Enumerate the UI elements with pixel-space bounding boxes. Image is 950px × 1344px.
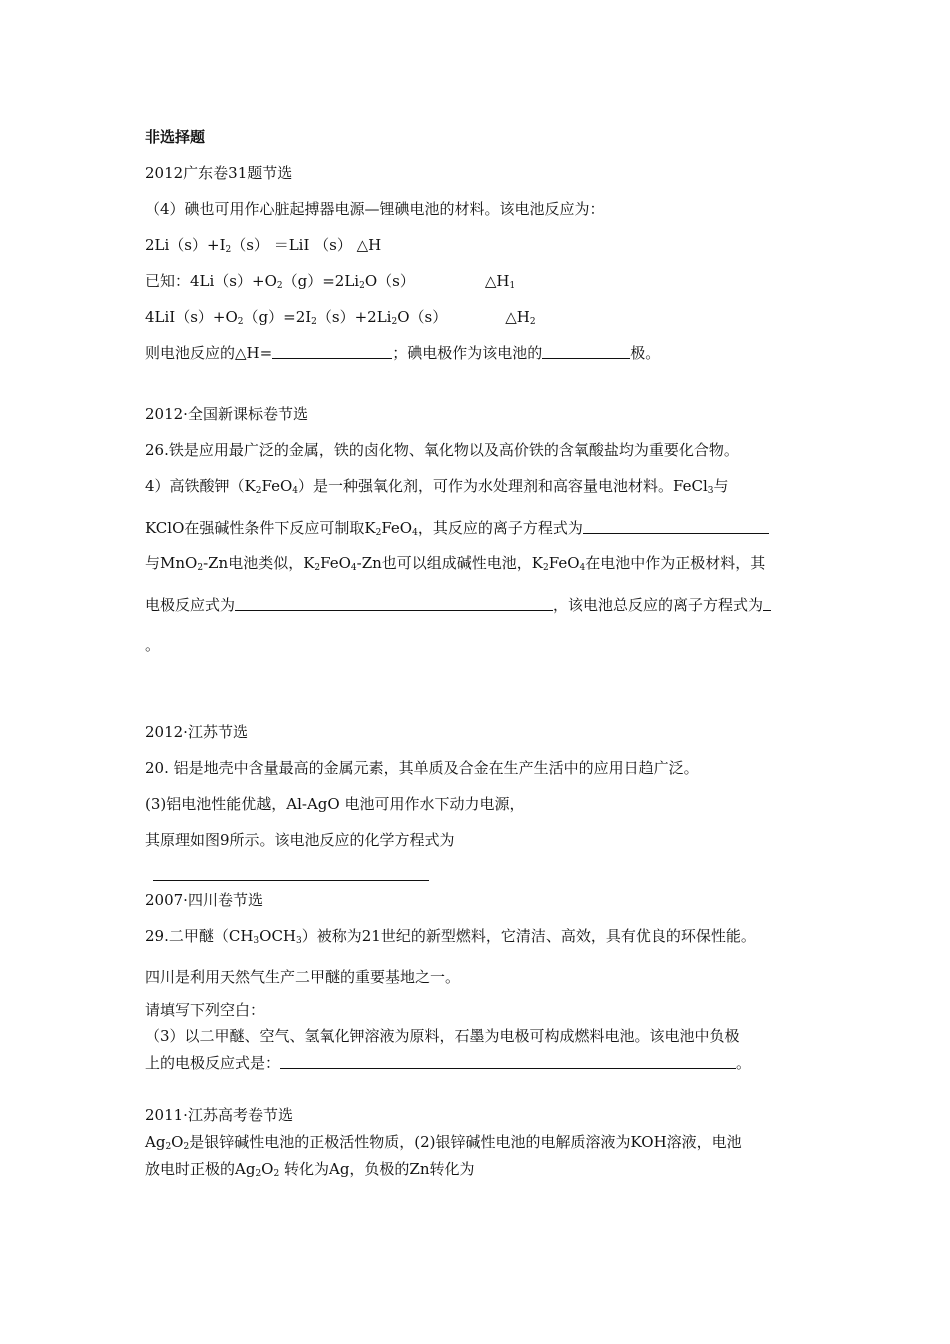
source-2012-jiangsu: 2012·江苏节选 (145, 723, 248, 741)
text: FeO (320, 554, 351, 572)
answer-blank[interactable] (763, 596, 771, 611)
question-26-line4 (145, 595, 771, 615)
question-29-line3: 请填写下列空白： (145, 1001, 266, 1019)
text: O（s） (397, 308, 448, 326)
question-29-line5 (145, 1053, 751, 1073)
answer-blank[interactable] (153, 880, 429, 881)
text: 已知：4Li（s）+O (145, 272, 277, 290)
subscript: 2 (255, 486, 262, 496)
question-ag2o2-line1 (145, 1132, 742, 1152)
text: ）是一种强氧化剂，可作为水处理剂和高容量电池材料。FeCl (298, 477, 708, 495)
source-2012-guangdong: 2012广东卷31题节选 (145, 164, 293, 182)
equation-main (145, 235, 381, 255)
question-intro: （4）碘也可用作心脏起搏器电源—锂碘电池的材料。该电池反应为： (145, 200, 605, 218)
text: 电极反应式为 (145, 596, 236, 614)
equation-known-1 (145, 271, 515, 291)
text: FeO (548, 554, 580, 572)
subscript: 2 (529, 317, 536, 327)
text: ，其反应的离子方程式为 (417, 519, 583, 537)
text: 4）高铁酸钾（K (145, 477, 256, 495)
question-26-part4 (145, 476, 729, 496)
question-20-part3: (3)铝电池性能优越，Al-AgO 电池可用作水下动力电源， (145, 795, 525, 813)
text: O (261, 1160, 274, 1178)
subscript: 2 (314, 563, 321, 573)
question-26-line2 (145, 518, 769, 538)
text: Ag (145, 1133, 166, 1151)
text: 放电时正极的Ag (145, 1160, 256, 1178)
question-ag2o2-line2 (145, 1159, 475, 1179)
text: （s） ＝LiI （s） △H (231, 236, 382, 254)
text: 与MnO (145, 554, 198, 572)
text: △H (484, 272, 510, 290)
answer-blank[interactable] (583, 519, 769, 534)
subscript: 2 (273, 1169, 280, 1179)
question-29-part3: （3）以二甲醚、空气、氢氧化钾溶液为原料，石墨为电极可构成燃料电池。该电池中负极 (145, 1027, 740, 1045)
text: 29.二甲醚（CH (145, 927, 254, 945)
text: 在电池中作为正极材料，其 (585, 554, 766, 572)
subscript: 3 (707, 486, 714, 496)
question-20-line2: 其原理如图9所示。该电池反应的化学方程式为 (145, 831, 455, 849)
text: 2Li（s）+I (145, 236, 226, 254)
text: KClO在强碱性条件下反应可制取K (145, 519, 376, 537)
text: 与 (713, 477, 729, 495)
text: （s）+2Li (316, 308, 392, 326)
text: （g）=2I (243, 308, 312, 326)
question-26-line5: 。 (145, 636, 161, 654)
subscript: 2 (165, 1142, 172, 1152)
question-26-line3 (145, 553, 765, 573)
text: FeO (261, 477, 293, 495)
subscript: 4 (350, 563, 357, 573)
text: 是银锌碱性电池的正极活性物质，(2)银锌碱性电池的电解质溶液为KOH溶液，电池 (189, 1133, 742, 1151)
subscript: 2 (183, 1142, 190, 1152)
answer-blank[interactable] (272, 344, 392, 359)
text: -Zn也可以组成碱性电池，K (356, 554, 544, 572)
text: O (171, 1133, 184, 1151)
question-29 (145, 926, 756, 946)
equation-known-2 (145, 307, 536, 327)
subscript: 1 (509, 281, 516, 291)
section-heading: 非选择题 (145, 128, 206, 146)
text: 上的电极反应式是： (145, 1054, 281, 1072)
text: △H (505, 308, 530, 326)
question-29-line2: 四川是利用天然气生产二甲醚的重要基地之一。 (145, 968, 461, 986)
subscript: 2 (276, 281, 283, 291)
subscript: 2 (311, 317, 317, 327)
text: 则电池反应的△H= (145, 344, 273, 362)
text: FeO (381, 519, 413, 537)
answer-blank[interactable] (280, 1054, 736, 1069)
text: 。 (736, 1054, 752, 1072)
subscript: 2 (225, 245, 232, 255)
subscript: 2 (359, 281, 365, 291)
subscript: 2 (391, 317, 398, 327)
subscript: 3 (253, 936, 260, 946)
subscript: 2 (255, 1169, 262, 1179)
subscript: 4 (579, 563, 586, 573)
text: ，该电池总反应的离子方程式为 (553, 596, 764, 614)
source-2011-jiangsu: 2011·江苏高考卷节选 (145, 1106, 293, 1124)
subscript: 2 (197, 563, 204, 573)
subscript: 2 (237, 317, 244, 327)
source-2007-sichuan: 2007·四川卷节选 (145, 891, 263, 909)
question-26: 26.铁是应用最广泛的金属，铁的卤化物、氧化物以及高价铁的含氧酸盐均为重要化合物。 (145, 441, 739, 459)
text: ；碘电极作为该电池的 (392, 344, 543, 362)
question-20: 20. 铝是地壳中含量最高的金属元素，其单质及合金在生产生活中的应用日趋广泛。 (145, 759, 699, 777)
answer-blank[interactable] (542, 344, 630, 359)
text: 极。 (630, 344, 661, 362)
text: OCH (259, 927, 297, 945)
text: （g）=2Li (282, 272, 360, 290)
text: -Zn电池类似，K (203, 554, 315, 572)
subscript: 4 (412, 528, 418, 538)
text: 4LiI（s）+O (145, 308, 238, 326)
answer-blank[interactable] (235, 596, 553, 611)
source-2012-national: 2012·全国新课标卷节选 (145, 405, 308, 423)
text: ）被称为21世纪的新型燃料，它清洁、高效，具有优良的环保性能。 (301, 927, 756, 945)
subscript: 3 (296, 936, 302, 946)
subscript: 2 (375, 528, 382, 538)
text: O（s） (364, 272, 415, 290)
text: 转化为Ag，负极的Zn转化为 (279, 1160, 475, 1178)
subscript: 2 (543, 563, 549, 573)
subscript: 4 (292, 486, 298, 496)
question-ask (145, 343, 660, 363)
